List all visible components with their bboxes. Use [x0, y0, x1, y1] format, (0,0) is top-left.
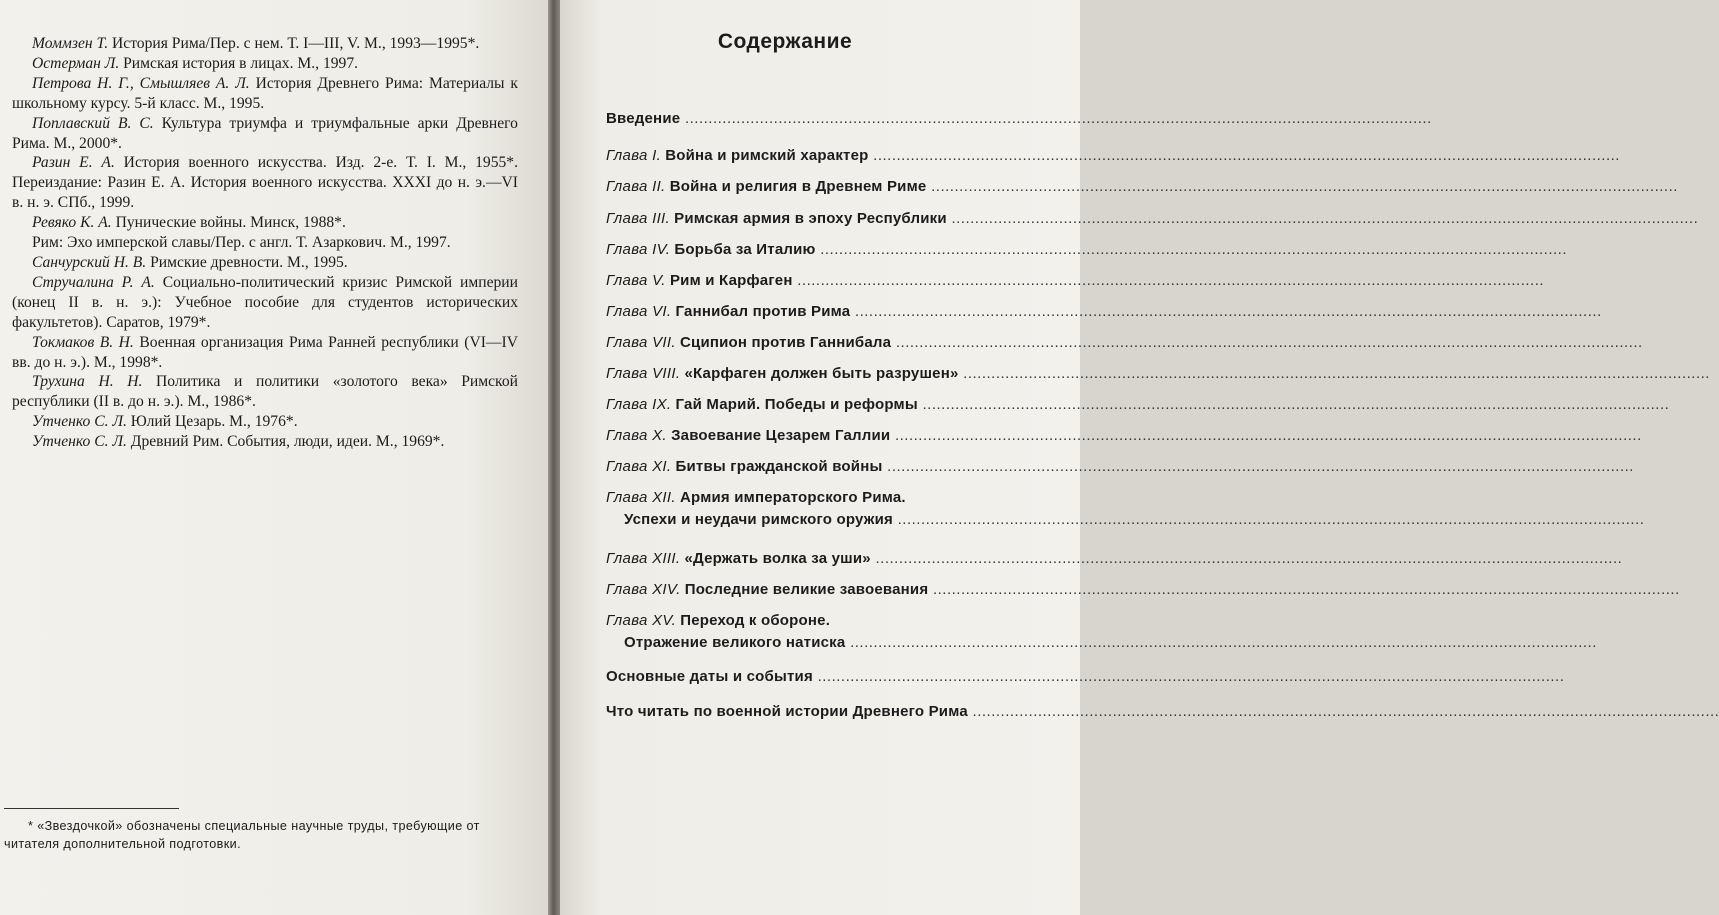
- toc-leader-dots: ................................................................................................................................................................: [926, 178, 1678, 195]
- toc-chapter-label: Глава IV.: [606, 241, 671, 258]
- toc-entry[interactable]: [606, 241, 1567, 258]
- toc-chapter-title: Сципион против Ганнибала: [680, 334, 892, 351]
- entry-text: История военного искусства. Изд. 2-е. Т. I. М., 1955*. Переиздание: Разин Е. А. История военного искусства. XXXI до н. э.—VI в. н. э. СПб., 1999.: [12, 154, 518, 212]
- entry-author: Ревяко К. А.: [32, 214, 112, 232]
- toc-chapter-title: Последние великие завоевания: [684, 581, 929, 598]
- bibliography-entry: [12, 153, 518, 213]
- entry-text: Социально-политический кризис Римской империи (конец II в. н. э.): Учебное пособие для студентов исторических факультетов). Саратов, 1979*.: [12, 273, 518, 331]
- left-page: [0, 0, 548, 915]
- toc-leader-dots: ................................................................................................................................................................: [850, 303, 1602, 320]
- toc-chapter-title-cont: Отражение великого натиска: [624, 634, 846, 651]
- toc-chapter-title: Римская армия в эпоху Республики: [674, 210, 947, 227]
- toc-leader-dots: ................................................................................................................................................................: [812, 668, 1565, 685]
- toc-chapter-title: «Карфаген должен быть разрушен»: [684, 365, 959, 382]
- toc-leader-dots: ................................................................................................................................................................: [928, 581, 1680, 598]
- toc-chapter-title: Война и римский характер: [665, 147, 869, 164]
- toc-entry[interactable]: [606, 334, 1643, 351]
- toc-chapter-title: Ганнибал против Рима: [675, 303, 851, 320]
- entry-text: Военная организация Рима Ранней республики (VI—IV вв. до н. э.). М., 1998*.: [12, 333, 518, 371]
- toc-chapter-title: Переход к обороне.: [680, 612, 831, 629]
- toc-leader-dots: ................................................................................................................................................................: [890, 427, 1642, 444]
- entry-text: История Рима/Пер. с нем. Т. I—III, V. М., 1993—1995*.: [108, 35, 480, 52]
- entry-text: Римские древности. М., 1995.: [146, 253, 348, 271]
- toc-entry[interactable]: [606, 427, 1642, 444]
- bibliography-entry: [12, 213, 518, 233]
- footnote: [4, 818, 519, 853]
- toc-chapter-label: Глава XIII.: [606, 550, 681, 567]
- entry-author: Токмаков В. Н.: [32, 333, 134, 351]
- toc-entry[interactable]: [606, 489, 1645, 528]
- toc-chapter-label: Глава III.: [606, 210, 670, 227]
- bibliography-entry: [12, 114, 518, 154]
- toc-entry[interactable]: [606, 703, 1719, 720]
- toc-chapter-label: Глава II.: [606, 178, 666, 195]
- bibliography-entry: [12, 54, 518, 74]
- toc-chapter-label: Глава V.: [606, 272, 666, 289]
- toc-entry[interactable]: [606, 272, 1545, 289]
- footnote-text: * «Звездочкой» обозначены специальные научные труды, требующие от читателя дополнительной подготовки.: [4, 819, 480, 851]
- toc-chapter-title: Гай Марий. Победы и реформы: [675, 396, 918, 413]
- toc-entry[interactable]: [606, 458, 1634, 475]
- toc-chapter-label: Глава I.: [606, 147, 662, 164]
- toc-leader-dots: ................................................................................................................................................................: [868, 147, 1620, 164]
- toc-chapter-label: Глава VIII.: [606, 365, 681, 382]
- toc-entry[interactable]: [606, 612, 1597, 651]
- toc-title: Содержание: [717, 30, 853, 53]
- toc-chapter-title-cont: Успехи и неудачи римского оружия: [624, 511, 893, 528]
- entry-author: Утченко С. Л.: [32, 433, 127, 451]
- toc-chapter-title: Борьба за Италию: [674, 241, 816, 258]
- entry-text: Культура триумфа и триумфальные арки Древнего Рима. М., 2000*.: [12, 114, 518, 152]
- toc-chapter-label: Глава VII.: [606, 334, 676, 351]
- toc-chapter-title: Что читать по военной истории Древнего Рима: [606, 703, 968, 720]
- toc-chapter-title: Завоевание Цезарем Галлии: [671, 427, 891, 444]
- entry-author: Разин Е. А.: [32, 154, 115, 172]
- toc-chapter-title: «Держать волка за уши»: [684, 550, 871, 567]
- entry-text: Римская история в лицах. М., 1997.: [119, 54, 359, 72]
- toc-leader-dots: ................................................................................................................................................................: [815, 241, 1567, 258]
- toc-chapter-title: Основные даты и события: [606, 668, 813, 685]
- entry-text: Пунические войны. Минск, 1988*.: [111, 214, 346, 232]
- right-page: [560, 0, 1719, 915]
- entry-text: Рим: Эхо имперской славы/Пер. с англ. Т. Азаркович. М., 1997.: [32, 234, 451, 252]
- entry-text: История Древнего Рима: Материалы к школьному курсу. 5-й класс. М., 1995.: [12, 74, 518, 112]
- toc-chapter-label: Глава XV.: [606, 612, 677, 629]
- toc-entry[interactable]: [606, 147, 1620, 164]
- toc-chapter-title: Рим и Карфаген: [669, 272, 793, 289]
- footnote-rule: [4, 808, 179, 809]
- toc-entry[interactable]: [606, 210, 1699, 227]
- toc-chapter-title: Война и религия в Древнем Риме: [669, 178, 927, 195]
- toc-entry[interactable]: [606, 668, 1565, 685]
- entry-author: Трухина Н. Н.: [32, 373, 143, 391]
- bibliography-entry: [12, 372, 518, 412]
- entry-author: Остерман Л.: [32, 54, 120, 72]
- toc-leader-dots: ................................................................................................................................................................: [892, 511, 1645, 528]
- toc-chapter-label: Глава IX.: [606, 396, 672, 413]
- toc-chapter-label: Глава XI.: [606, 458, 672, 475]
- entry-text: Древний Рим. События, люди, идеи. М., 1969*.: [126, 433, 445, 451]
- toc-chapter-label: Глава VI.: [606, 303, 672, 320]
- toc-entry[interactable]: [606, 581, 1680, 598]
- book-gutter: [548, 0, 560, 915]
- toc-leader-dots: ................................................................................................................................................................: [882, 458, 1634, 475]
- toc-chapter-label: Глава XIV.: [606, 581, 681, 598]
- toc-entry[interactable]: [606, 396, 1670, 413]
- toc-leader-dots: ................................................................................................................................................................: [680, 110, 1432, 127]
- toc-chapter-label: Глава XII.: [606, 489, 676, 506]
- entry-author: Санчурский Н. В.: [32, 253, 147, 271]
- toc-leader-dots: ................................................................................................................................................................: [946, 210, 1699, 227]
- bibliography-entry: [12, 432, 518, 452]
- toc-entry[interactable]: [606, 365, 1710, 382]
- toc-leader-dots: ................................................................................................................................................................: [870, 550, 1623, 567]
- toc-leader-dots: ................................................................................................................................................................: [845, 634, 1597, 651]
- entry-author: Поплавский В. С.: [32, 114, 154, 132]
- toc-chapter-title: Битвы гражданской войны: [675, 458, 883, 475]
- toc-leader-dots: ................................................................................................................................................................: [967, 703, 1719, 720]
- bibliography-entry: [12, 253, 518, 273]
- entry-author: Петрова Н. Г., Смышляев А. Л.: [32, 74, 250, 92]
- bibliography-entry: [12, 74, 518, 114]
- bibliography-entry: [12, 34, 518, 54]
- toc-chapter-label: Глава X.: [606, 427, 667, 444]
- entry-text: Политика и политики «золотого века» Римской республики (II в. до н. э.). М., 1986*.: [12, 373, 518, 411]
- bibliography-entry: [12, 273, 518, 333]
- bibliography-entry: [12, 333, 518, 373]
- bibliography-entry: [12, 412, 518, 432]
- toc-entry[interactable]: [606, 550, 1623, 567]
- toc-entry[interactable]: [606, 178, 1678, 195]
- entry-author: Утченко С. Л.: [32, 413, 127, 431]
- toc-chapter-title: Введение: [606, 110, 681, 127]
- bibliography-list: [12, 34, 518, 452]
- entry-author: Стручалина Р. А.: [32, 273, 155, 291]
- bibliography-entry: [12, 233, 518, 253]
- toc-leader-dots: ................................................................................................................................................................: [891, 334, 1643, 351]
- toc-entry[interactable]: [606, 303, 1602, 320]
- toc-leader-dots: ................................................................................................................................................................: [792, 272, 1545, 289]
- toc-chapter-title: Армия императорского Рима.: [680, 489, 906, 506]
- toc-leader-dots: ................................................................................................................................................................: [917, 396, 1670, 413]
- toc-entry[interactable]: [606, 110, 1432, 127]
- entry-author: Моммзен Т.: [32, 35, 109, 52]
- toc-leader-dots: ................................................................................................................................................................: [958, 365, 1710, 382]
- entry-text: Юлий Цезарь. М., 1976*.: [126, 413, 298, 431]
